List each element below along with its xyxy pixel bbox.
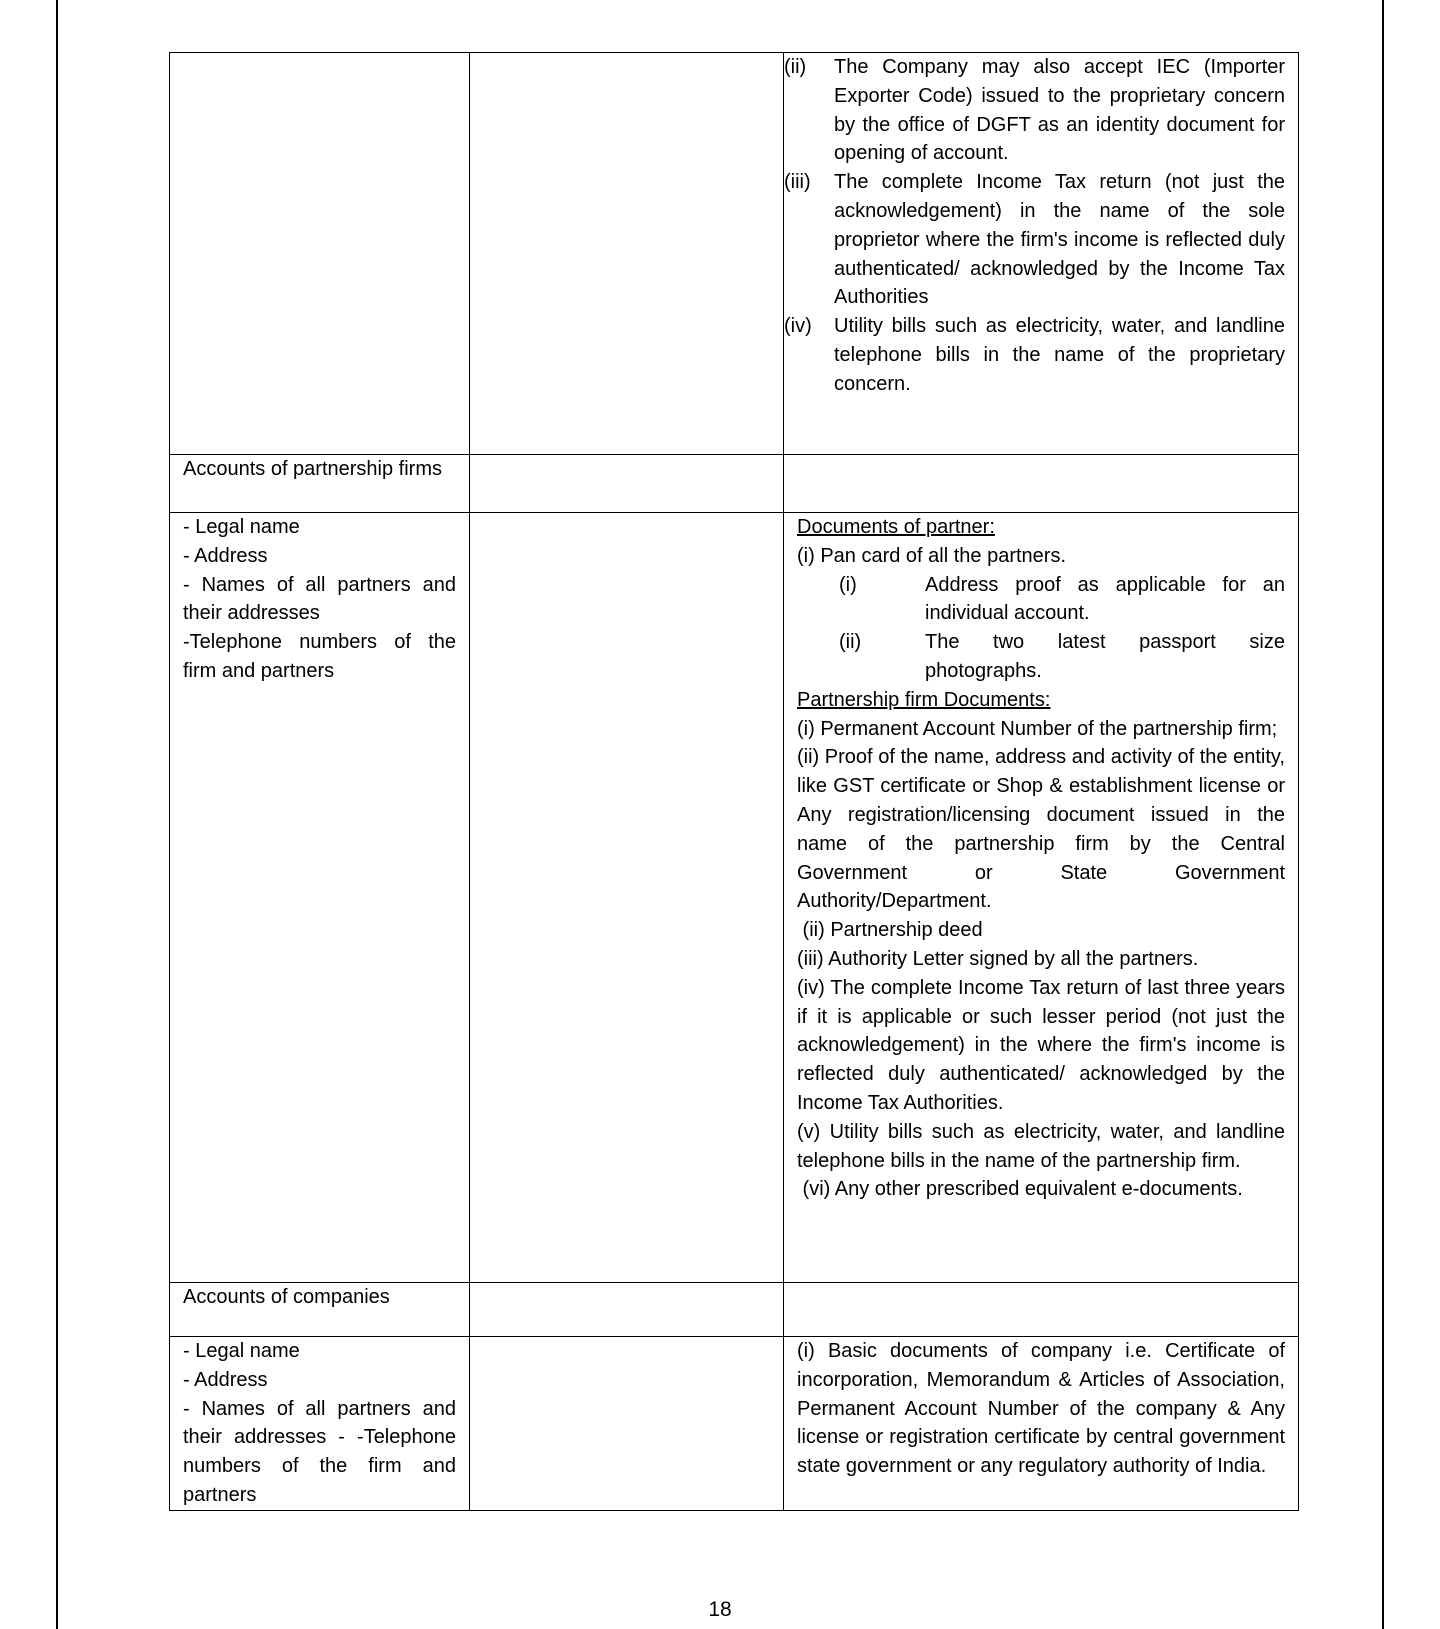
list-item bbox=[784, 168, 1285, 312]
field-telephone-numbers: -Telephone numbers of the firm and partners bbox=[183, 631, 456, 682]
list-item-text: The two latest passport size photographs. bbox=[925, 631, 1285, 682]
list-item-text: Utility bills such as electricity, water, and landline telephone bills in the name of the proprietary concern. bbox=[834, 315, 1285, 395]
list-item: (vi) Any other prescribed equivalent e-documents. bbox=[797, 1178, 1243, 1201]
list-item bbox=[797, 628, 1285, 686]
table-row bbox=[170, 53, 1299, 455]
list-item-text: The complete Income Tax return (not just the acknowledgement) in the name of the sole proprietor where the firm's income is reflected duly authenticated/ acknowledged by the Income Tax Authorities bbox=[834, 171, 1285, 309]
companies-docs-cell: (i) Basic documents of company i.e. Certificate of incorporation, Memorandum & Articles of Association, Permanent Account Number of the company & Any license or registration certificate by central government state government or any regulatory authority of India. bbox=[784, 1337, 1299, 1511]
partnership-fields-cell bbox=[170, 513, 470, 1283]
page-right-border bbox=[1382, 0, 1384, 1629]
list-item: (iv) The complete Income Tax return of last three years if it is applicable or such lesser period (not just the acknowledgement) in the where the firm's income is reflected duly authenticated/ acknowledged by the Income Tax Authorities. bbox=[797, 976, 1285, 1114]
table-row bbox=[170, 1283, 1299, 1337]
table-cell-empty bbox=[470, 1283, 784, 1337]
partnership-docs-cell bbox=[784, 513, 1299, 1283]
list-item-number: (ii) bbox=[839, 631, 862, 654]
table-cell-empty bbox=[170, 53, 470, 455]
field-partner-names-telephone: - Names of all partners and their addresses - -Telephone numbers of the firm and partners bbox=[183, 1397, 456, 1506]
list-item-number: (iii) bbox=[784, 171, 811, 194]
table-row bbox=[170, 1337, 1299, 1511]
table-cell-empty bbox=[784, 455, 1299, 513]
firm-docs-title: Partnership firm Documents: bbox=[797, 688, 1051, 711]
field-address: - Address bbox=[183, 544, 268, 567]
proprietary-docs-cell bbox=[784, 53, 1299, 455]
table-cell-empty bbox=[470, 53, 784, 455]
list-item-number: (i) bbox=[839, 573, 857, 596]
table-row bbox=[170, 455, 1299, 513]
table-cell-empty bbox=[470, 455, 784, 513]
list-item: (iii) Authority Letter signed by all the partners. bbox=[797, 947, 1199, 970]
table-row bbox=[170, 513, 1299, 1283]
list-item bbox=[784, 312, 1285, 398]
list-item-number: (ii) bbox=[784, 56, 807, 78]
page-number: 18 bbox=[708, 1598, 732, 1621]
kyc-documents-table bbox=[169, 52, 1299, 1511]
list-item: (ii) Proof of the name, address and activity of the entity, like GST certificate or Shop & establishment license or Any registration/licensing document issued in the name of the partnership firm by the Central Government or State Government Authority/Department. bbox=[797, 746, 1285, 913]
list-item-number: (iv) bbox=[784, 315, 812, 338]
field-address: - Address bbox=[183, 1368, 268, 1391]
table-cell-empty bbox=[470, 513, 784, 1283]
partner-docs-intro: (i) Pan card of all the partners. bbox=[797, 544, 1067, 567]
page-left-border bbox=[56, 0, 58, 1629]
section-heading-partnership: Accounts of partnership firms bbox=[170, 455, 470, 513]
list-item bbox=[797, 571, 1285, 629]
list-item-text: Address proof as applicable for an individual account. bbox=[925, 573, 1285, 625]
companies-fields-cell bbox=[170, 1337, 470, 1511]
list-item: (i) Permanent Account Number of the partnership firm; bbox=[797, 717, 1278, 740]
table-cell-empty bbox=[784, 1283, 1299, 1337]
section-heading-companies: Accounts of companies bbox=[170, 1283, 470, 1337]
table-cell-empty bbox=[470, 1337, 784, 1511]
list-item bbox=[784, 53, 1285, 168]
field-legal-name: - Legal name bbox=[183, 1340, 300, 1362]
list-item: (ii) Partnership deed bbox=[797, 919, 983, 942]
field-partner-names: - Names of all partners and their addresses bbox=[183, 573, 456, 625]
list-item-text: The Company may also accept IEC (Importer Exporter Code) issued to the proprietary concern by the office of DGFT as an identity document for opening of account. bbox=[834, 56, 1285, 165]
list-item: (v) Utility bills such as electricity, water, and landline telephone bills in the name of the partnership firm. bbox=[797, 1120, 1285, 1172]
partner-docs-title: Documents of partner: bbox=[797, 516, 995, 538]
field-legal-name: - Legal name bbox=[183, 516, 300, 538]
